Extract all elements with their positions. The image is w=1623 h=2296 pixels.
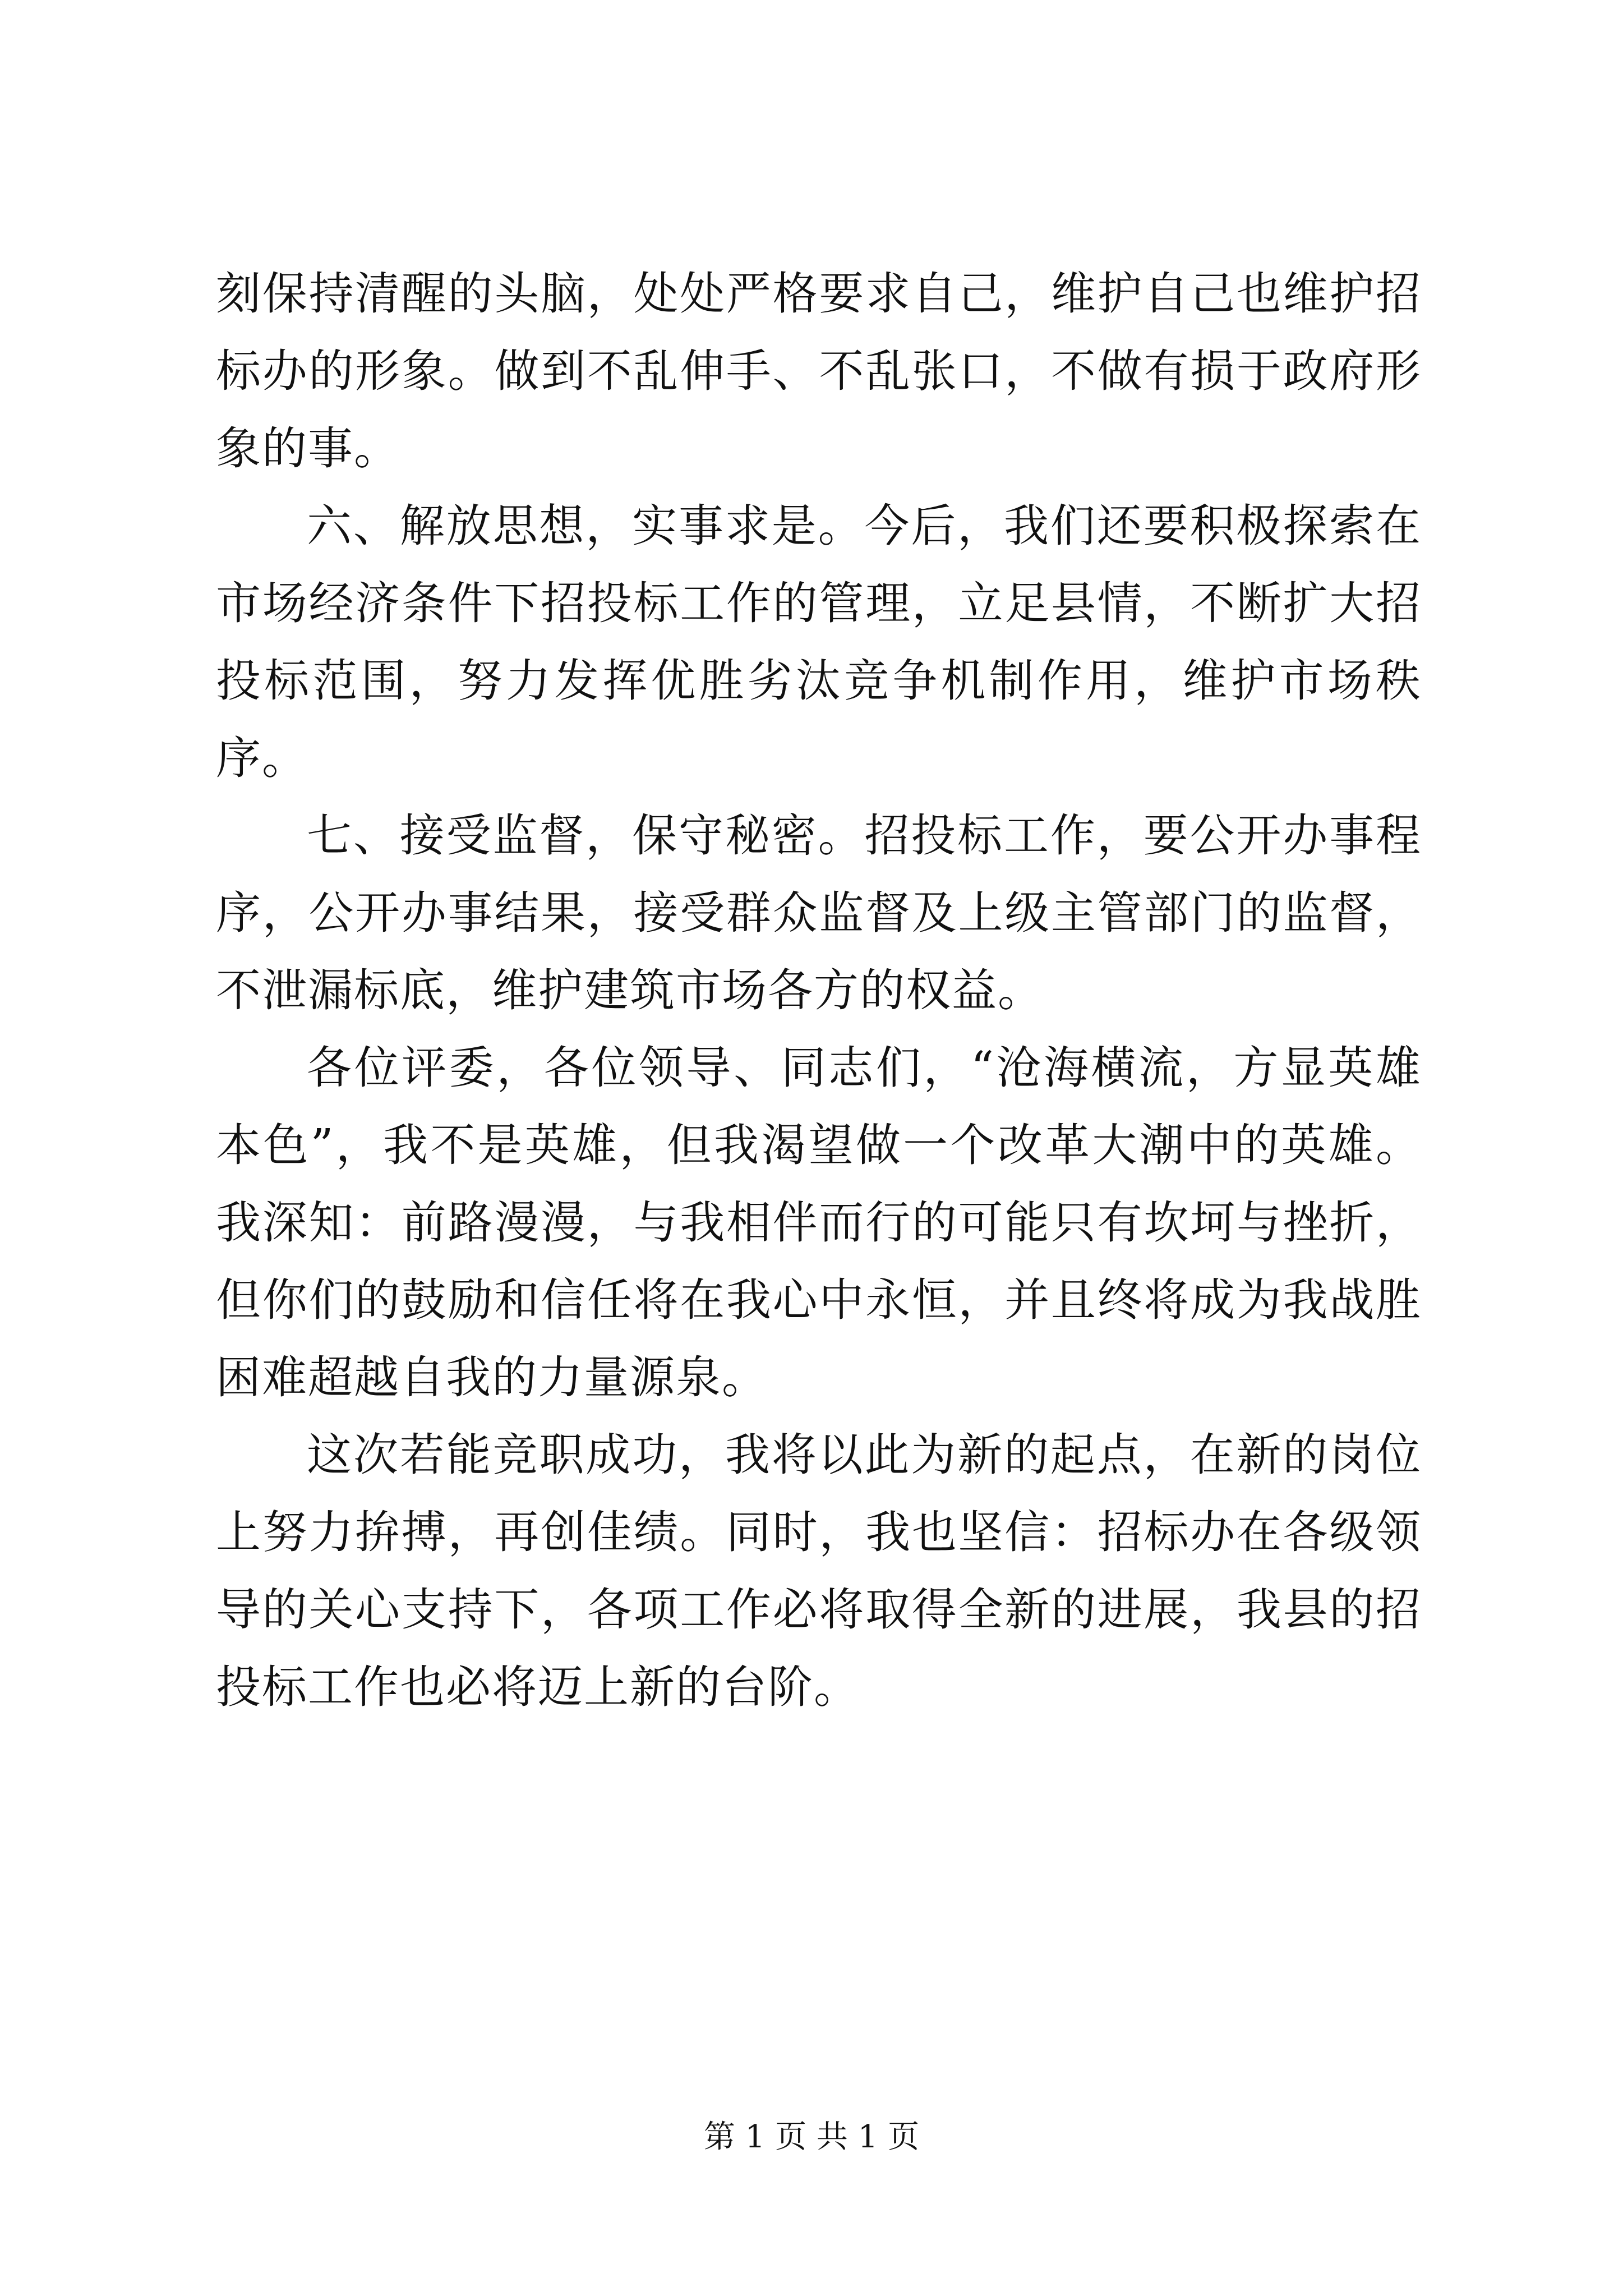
- document-body: [216, 255, 1422, 1726]
- paragraph-closing-address: 各位评委，各位领导、同志们，“沧海横流，方显英雄本色”，我不是英雄，但我渴望做一个改革大潮中的英雄。我深知：前路漫漫，与我相伴而行的可能只有坎坷与挫折，但你们的鼓励和信任将在我心中永恒，并且终将成为我战胜困难超越自我的力量源泉。: [216, 1042, 1422, 1404]
- page-footer: 第 1 页 共 1 页: [703, 2119, 920, 2155]
- paragraph-conclusion: 这次若能竞职成功，我将以此为新的起点，在新的岗位上努力拚搏，再创佳绩。同时，我也坚信：招标办在各级领导的关心支持下，各项工作必将取得全新的进展，我县的招投标工作也必将迈上新的台阶。: [216, 1429, 1422, 1713]
- paragraph-continuation: 刻保持清醒的头脑，处处严格要求自己，维护自己也维护招标办的形象。做到不乱伸手、不乱张口，不做有损于政府形象的事。: [216, 268, 1422, 475]
- paragraph-item-six: 六、解放思想，实事求是。今后，我们还要积极探索在市场经济条件下招投标工作的管理，立足县情，不断扩大招投标范围，努力发挥优胜劣汰竞争机制作用，维护市场秩序。: [216, 500, 1422, 784]
- paragraph-item-seven: 七、接受监督，保守秘密。招投标工作，要公开办事程序，公开办事结果，接受群众监督及上级主管部门的监督，不泄漏标底，维护建筑市场各方的权益。: [216, 809, 1422, 1016]
